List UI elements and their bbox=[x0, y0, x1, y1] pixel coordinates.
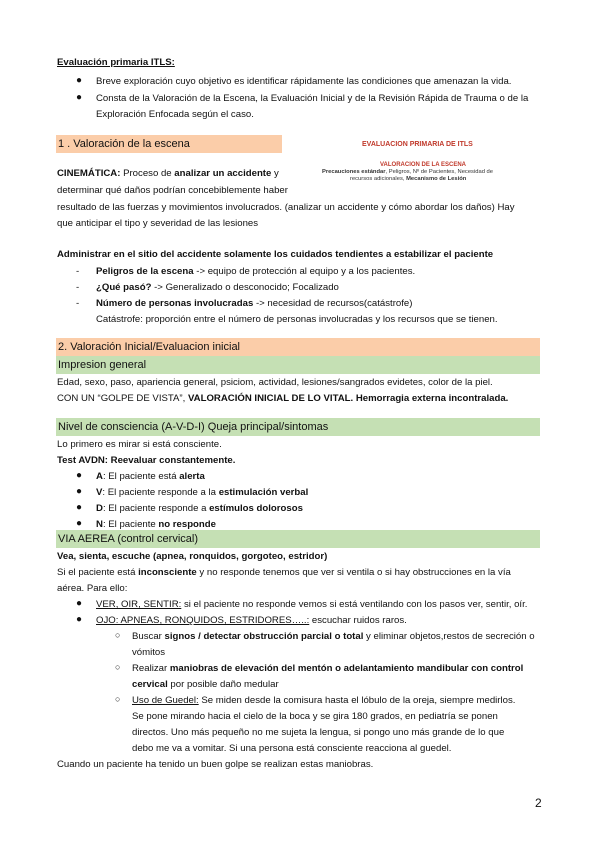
avdn-a: A: El paciente está alerta bbox=[96, 471, 205, 482]
general-line-2: CON UN “GOLPE DE VISTA”, VALORACIÓN INICIAL DE LO VITAL. Hemorragia externa incontralada. bbox=[57, 393, 509, 404]
circle-bullet-icon: ○ bbox=[115, 694, 121, 704]
bullet-icon: ● bbox=[76, 614, 83, 625]
avdn-d: D: El paciente responde a estímulos dolorosos bbox=[96, 503, 303, 514]
bullet-icon: ● bbox=[76, 486, 83, 497]
circle-item-2b: cervical por posible daño medular bbox=[132, 679, 279, 690]
circle-item-3a: Uso de Guedel: Se miden desde la comisura hasta el lóbulo de la oreja, siempre medirlos. bbox=[132, 695, 516, 706]
bullet-icon: ● bbox=[76, 92, 83, 103]
circle-item-2a: Realizar maniobras de elevación del mentón o adelantamiento mandibular con control bbox=[132, 663, 524, 674]
circle-item-1a: Buscar signos / detectar obstrucción parcial o total y eliminar objetos,restos de secreción o bbox=[132, 631, 535, 642]
section-1-header: 1 . Valoración de la escena bbox=[58, 138, 190, 150]
va-line-3: aérea. Para ello: bbox=[57, 583, 128, 594]
cinematica-line-2: determinar qué daños podrían concebiblemente haber bbox=[57, 185, 288, 196]
dash-icon: - bbox=[76, 298, 80, 309]
scene-item-3: Número de personas involucradas -> necesidad de recursos(catástrofe) bbox=[96, 298, 413, 309]
bullet-icon: ● bbox=[76, 470, 83, 481]
circle-item-3b: Se pone mirando hacia el cielo de la boca y se gira 180 grados, en pediatría se ponen bbox=[132, 711, 498, 722]
scene-item-4: Catástrofe: proporción entre el número de personas involucradas y los recursos que se tienen. bbox=[96, 314, 498, 325]
avdn-v: V: El paciente responde a la estimulación verbal bbox=[96, 487, 309, 498]
intro-bullet-1: Breve exploración cuyo objetivo es identificar rápidamente las condiciones que amenazan la vida. bbox=[96, 76, 512, 87]
subheader-via-aerea: VIA AEREA (control cervical) bbox=[58, 533, 198, 545]
bullet-icon: ● bbox=[76, 75, 83, 86]
intro-title: Evaluación primaria ITLS: bbox=[57, 57, 175, 68]
ojo-line: OJO: APNEAS, RONQUIDOS, ESTRIDORES…..: escuchar ruidos raros. bbox=[96, 615, 407, 626]
nc-line-2: Test AVDN: Reevaluar constantemente. bbox=[57, 455, 236, 466]
dash-icon: - bbox=[76, 266, 80, 277]
cinematica-line-4: que anticipar el tipo y severidad de las lesiones bbox=[57, 218, 259, 229]
intro-bullet-2b: Exploración Enfocada según el caso. bbox=[96, 109, 254, 120]
bullet-icon: ● bbox=[76, 598, 83, 609]
general-line-1: Edad, sexo, paso, apariencia general, psiciom, actividad, lesiones/sangrados evidetes, color de la piel. bbox=[57, 377, 493, 388]
ver-oir-sentir: VER, OIR, SENTIR: si el paciente no responde vemos si está ventilando con los pasos ver, sentir, oír. bbox=[96, 599, 528, 610]
circle-bullet-icon: ○ bbox=[115, 630, 121, 640]
itls-figure bbox=[318, 141, 544, 191]
nc-line-1: Lo primero es mirar si está consciente. bbox=[57, 439, 222, 450]
figure-subtitle: VALORACION DE LA ESCENA bbox=[380, 162, 467, 168]
subheader-consciencia: Nivel de consciencia (A-V-D-I) Queja principal/sintomas bbox=[58, 421, 329, 433]
subheader-impresion: Impresion general bbox=[58, 359, 147, 371]
avdn-n: N: El paciente no responde bbox=[96, 519, 216, 530]
figure-line-1: Precauciones estándar, Peligros, Nº de Pacientes, Necesidad de bbox=[322, 169, 493, 175]
intro-bullet-2a: Consta de la Valoración de la Escena, la Evaluación Inicial y de la Revisión Rápida de Trauma o de la bbox=[96, 93, 529, 104]
bullet-icon: ● bbox=[76, 502, 83, 513]
section-2-header: 2. Valoración Inicial/Evaluacion inicial bbox=[58, 341, 241, 353]
end-line: Cuando un paciente ha tenido un buen golpe se realizan estas maniobras. bbox=[57, 759, 374, 770]
circle-bullet-icon: ○ bbox=[115, 662, 121, 672]
scene-item-2: ¿Qué pasó? -> Generalizado o desconocido; Focalizado bbox=[96, 282, 339, 293]
va-line-1: Vea, sienta, escuche (apnea, ronquidos, gorgoteo, estridor) bbox=[57, 551, 328, 562]
page-number: 2 bbox=[535, 796, 542, 810]
cinematica-line-1: CINEMÁTICA: Proceso de analizar un accidente y bbox=[57, 168, 279, 179]
scene-item-1: Peligros de la escena -> equipo de protección al equipo y a los pacientes. bbox=[96, 266, 416, 277]
circle-item-3c: directos. Uno más pequeño no me sujeta la lengua, si pongo uno más grande de lo que bbox=[132, 727, 505, 738]
figure-title: EVALUACION PRIMARIA DE ITLS bbox=[362, 141, 473, 148]
dash-icon: - bbox=[76, 282, 80, 293]
bullet-icon: ● bbox=[76, 518, 83, 529]
admin-line: Administrar en el sitio del accidente solamente los cuidados tendientes a estabilizar el paciente bbox=[57, 249, 494, 260]
circle-item-1b: vómitos bbox=[132, 647, 166, 658]
cinematica-line-3: resultado de las fuerzas y movimientos involucrados. (analizar un accidente y cómo abordar los daños) Hay bbox=[57, 202, 515, 213]
va-line-2: Si el paciente está inconsciente y no responde tenemos que ver si ventila o si hay obstrucciones en la vía bbox=[57, 567, 511, 578]
figure-line-2: recursos adicionales, Mecanismo de Lesión bbox=[350, 176, 467, 182]
circle-item-3d: debo me va a vomitar. Si una persona está consciente reacciona al guedel. bbox=[132, 743, 452, 754]
